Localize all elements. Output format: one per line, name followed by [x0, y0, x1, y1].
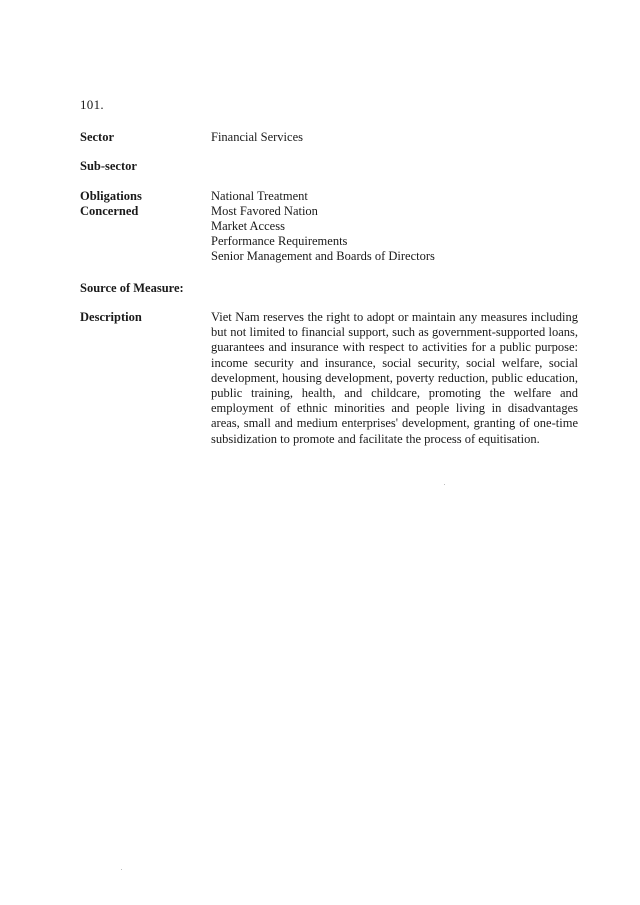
scan-speck: [121, 869, 122, 870]
description-text: Viet Nam reserves the right to adopt or maintain any measures including but not limited to financial support, such as government-supported loans, guarantees and insurance with respect to activities for a public purpose: income security and insurance, social security, social welfare, social development, housing development, poverty reduction, public education, public training, health, and childcare, promoting the welfare and employment of ethnic minorities and people living in disadvantages areas, small and medium enterprises' development, granting of one-time subsidization to promote and facilitate the process of equitisation.: [211, 310, 578, 446]
obligation-item: Most Favored Nation: [211, 204, 318, 218]
obligations-label-line1: Obligations: [80, 189, 142, 203]
obligation-item: National Treatment: [211, 189, 308, 203]
obligation-item: Performance Requirements: [211, 234, 348, 248]
obligation-item: Market Access: [211, 219, 285, 233]
description-label: Description: [80, 310, 142, 324]
sector-value: Financial Services: [211, 130, 303, 144]
obligations-list: [211, 189, 578, 264]
obligations-label-line2: Concerned: [80, 204, 139, 218]
sector-label: Sector: [80, 130, 115, 144]
source-of-measure-label: Source of Measure:: [80, 281, 184, 295]
obligations-label: [80, 189, 205, 219]
sub-sector-label: Sub-sector: [80, 159, 137, 173]
scan-speck: [444, 484, 445, 485]
obligation-item: Senior Management and Boards of Directors: [211, 249, 435, 263]
entry-number: 101.: [80, 97, 104, 112]
